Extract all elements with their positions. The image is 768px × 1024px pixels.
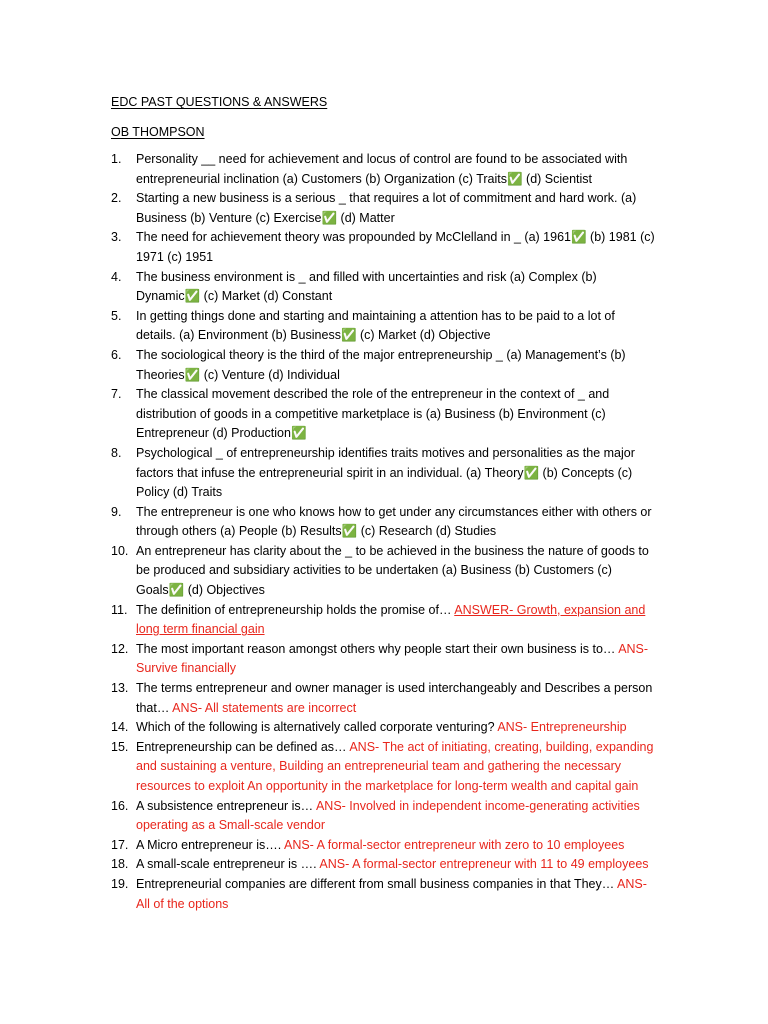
question-number: 17. [111, 837, 129, 852]
question-text-after: (d) Objectives [184, 583, 265, 598]
question-item [111, 307, 656, 346]
question-text-after: (c) Research (d) Studies [357, 524, 497, 539]
question-text: Personality __ need for achievement and locus of control are found to be associated with entrepreneurial inclination (a) Customers (b) Organization (c) Traits [136, 152, 628, 186]
question-text-after: (c) Market (d) Objective [356, 328, 491, 343]
question-text: The definition of entrepreneurship holds the promise of… [136, 602, 455, 617]
question-text: The entrepreneur is one who knows how to get under any circumstances either with others or through others (a) People (b) Results [136, 504, 652, 539]
question-item [111, 385, 656, 444]
question-text: A subsistence entrepreneur is… [136, 798, 316, 813]
question-item [111, 875, 656, 914]
question-text: Starting a new business is a serious _ that requires a lot of commitment and hard work. (a) Business (b) Venture (c) Exercise [136, 191, 637, 225]
answer-text: ANS- Survive financially [136, 641, 649, 676]
question-text: The sociological theory is the third of the major entrepreneurship _ (a) Management’s (b) Theories [136, 347, 626, 382]
question-text-after: (c) Venture (d) Individual [200, 367, 340, 382]
checkmark-icon: ✅ [184, 289, 201, 304]
checkmark-icon: ✅ [506, 171, 523, 186]
question-number: 8. [111, 445, 122, 460]
checkmark-icon: ✅ [168, 583, 185, 598]
answer-text: ANS- Involved in independent income-generating activities operating as a Small-scale vendor [136, 798, 640, 833]
answer-text: ANS- All of the options [136, 876, 647, 911]
question-number: 11. [111, 602, 128, 617]
checkmark-icon: ✅ [290, 426, 307, 441]
question-item [111, 855, 656, 875]
question-text-after: (d) Scientist [522, 171, 593, 186]
document-author: OB THOMPSON [111, 125, 205, 139]
question-number: 6. [111, 347, 122, 362]
question-text: The need for achievement theory was propounded by McClelland in _ (a) 1961 [136, 230, 571, 245]
question-text-after: (b) 1981 (c) 1971 (c) 1951 [136, 230, 655, 264]
question-number: 19. [111, 876, 129, 891]
question-number: 1. [111, 152, 122, 166]
answer-text: ANS- The act of initiating, creating, building, expanding and sustaining a venture, Building an entrepreneurial team and gathering the necessary resources to exploit An opportunity in the marketplace for long-term wealth and capital gain [136, 739, 654, 793]
question-text: Psychological _ of entrepreneurship identifies traits motives and personalities as the major factors that infuse the entrepreneurial spirit in an individual. (a) Theory [136, 445, 635, 480]
checkmark-icon: ✅ [184, 367, 201, 382]
question-number: 10. [111, 543, 129, 558]
question-number: 9. [111, 504, 122, 519]
question-number: 18. [111, 857, 129, 872]
question-number: 13. [111, 681, 129, 696]
question-text: Entrepreneurial companies are different from small business companies in that They… [136, 876, 618, 891]
question-text: Entrepreneurship can be defined as… [136, 739, 350, 754]
question-text: The classical movement described the role of the entrepreneur in the context of _ and distribution of goods in a competitive marketplace is (a) Business (b) Environment (c) Entrepreneur (d) Production [136, 387, 610, 441]
question-number: 4. [111, 269, 122, 284]
question-text: Which of the following is alternatively called corporate venturing? [136, 720, 498, 735]
question-number: 15. [111, 739, 129, 754]
question-item [111, 542, 656, 601]
question-item [111, 150, 656, 189]
question-number: 16. [111, 798, 129, 813]
question-text: A Micro entrepreneur is…. [136, 837, 284, 852]
question-item [111, 836, 656, 856]
question-item [111, 797, 656, 836]
question-text-after: (b) Concepts (c) Policy (d) Traits [136, 465, 633, 500]
question-number: 7. [111, 387, 122, 402]
question-text: In getting things done and starting and maintaining a attention has to be paid to a lot of details. (a) Environment (b) Business [136, 308, 615, 343]
question-text-after: (d) Matter [337, 210, 395, 225]
answer-text: ANSWER- Growth, expansion and long term financial gain [136, 602, 646, 637]
question-text-after: (c) Market (d) Constant [200, 289, 333, 304]
answer-text: ANS- A formal-sector entrepreneur with zero to 10 employees [283, 837, 625, 852]
answer-text: ANS- All statements are incorrect [172, 700, 357, 715]
question-text: The terms entrepreneur and owner manager is used interchangeably and Describes a person that… [136, 681, 653, 715]
checkmark-icon: ✅ [340, 328, 357, 343]
question-item [111, 268, 656, 307]
question-item [111, 444, 656, 503]
question-item [111, 346, 656, 385]
checkmark-icon: ✅ [321, 210, 338, 225]
question-list [111, 150, 656, 914]
question-item [111, 718, 656, 738]
question-item [111, 738, 656, 797]
question-text: An entrepreneur has clarity about the _ to be achieved in the business the nature of goods to be produced and subsidiary activities to be undertaken (a) Business (b) Customers (c) Goals [136, 543, 649, 598]
checkmark-icon: ✅ [341, 524, 358, 539]
checkmark-icon: ✅ [570, 230, 587, 245]
question-item [111, 503, 656, 542]
answer-text: ANS- Entrepreneurship [497, 720, 627, 735]
question-item [111, 640, 656, 679]
question-item [111, 228, 656, 267]
checkmark-icon: ✅ [523, 465, 540, 480]
answer-text: ANS- A formal-sector entrepreneur with 11 to 49 employees [319, 857, 649, 872]
question-item [111, 189, 656, 228]
question-item [111, 601, 656, 640]
question-number: 3. [111, 230, 122, 245]
question-text: The most important reason amongst others why people start their own business is to… [136, 641, 619, 656]
question-item [111, 679, 656, 718]
question-number: 14. [111, 720, 129, 735]
question-text: The business environment is _ and filled with uncertainties and risk (a) Complex (b) Dynamic [136, 269, 597, 304]
document-title: EDC PAST QUESTIONS & ANSWERS [111, 95, 328, 109]
question-number: 5. [111, 308, 122, 323]
question-number: 2. [111, 191, 122, 206]
question-number: 12. [111, 641, 129, 656]
question-text: A small-scale entrepreneur is …. [136, 857, 320, 872]
